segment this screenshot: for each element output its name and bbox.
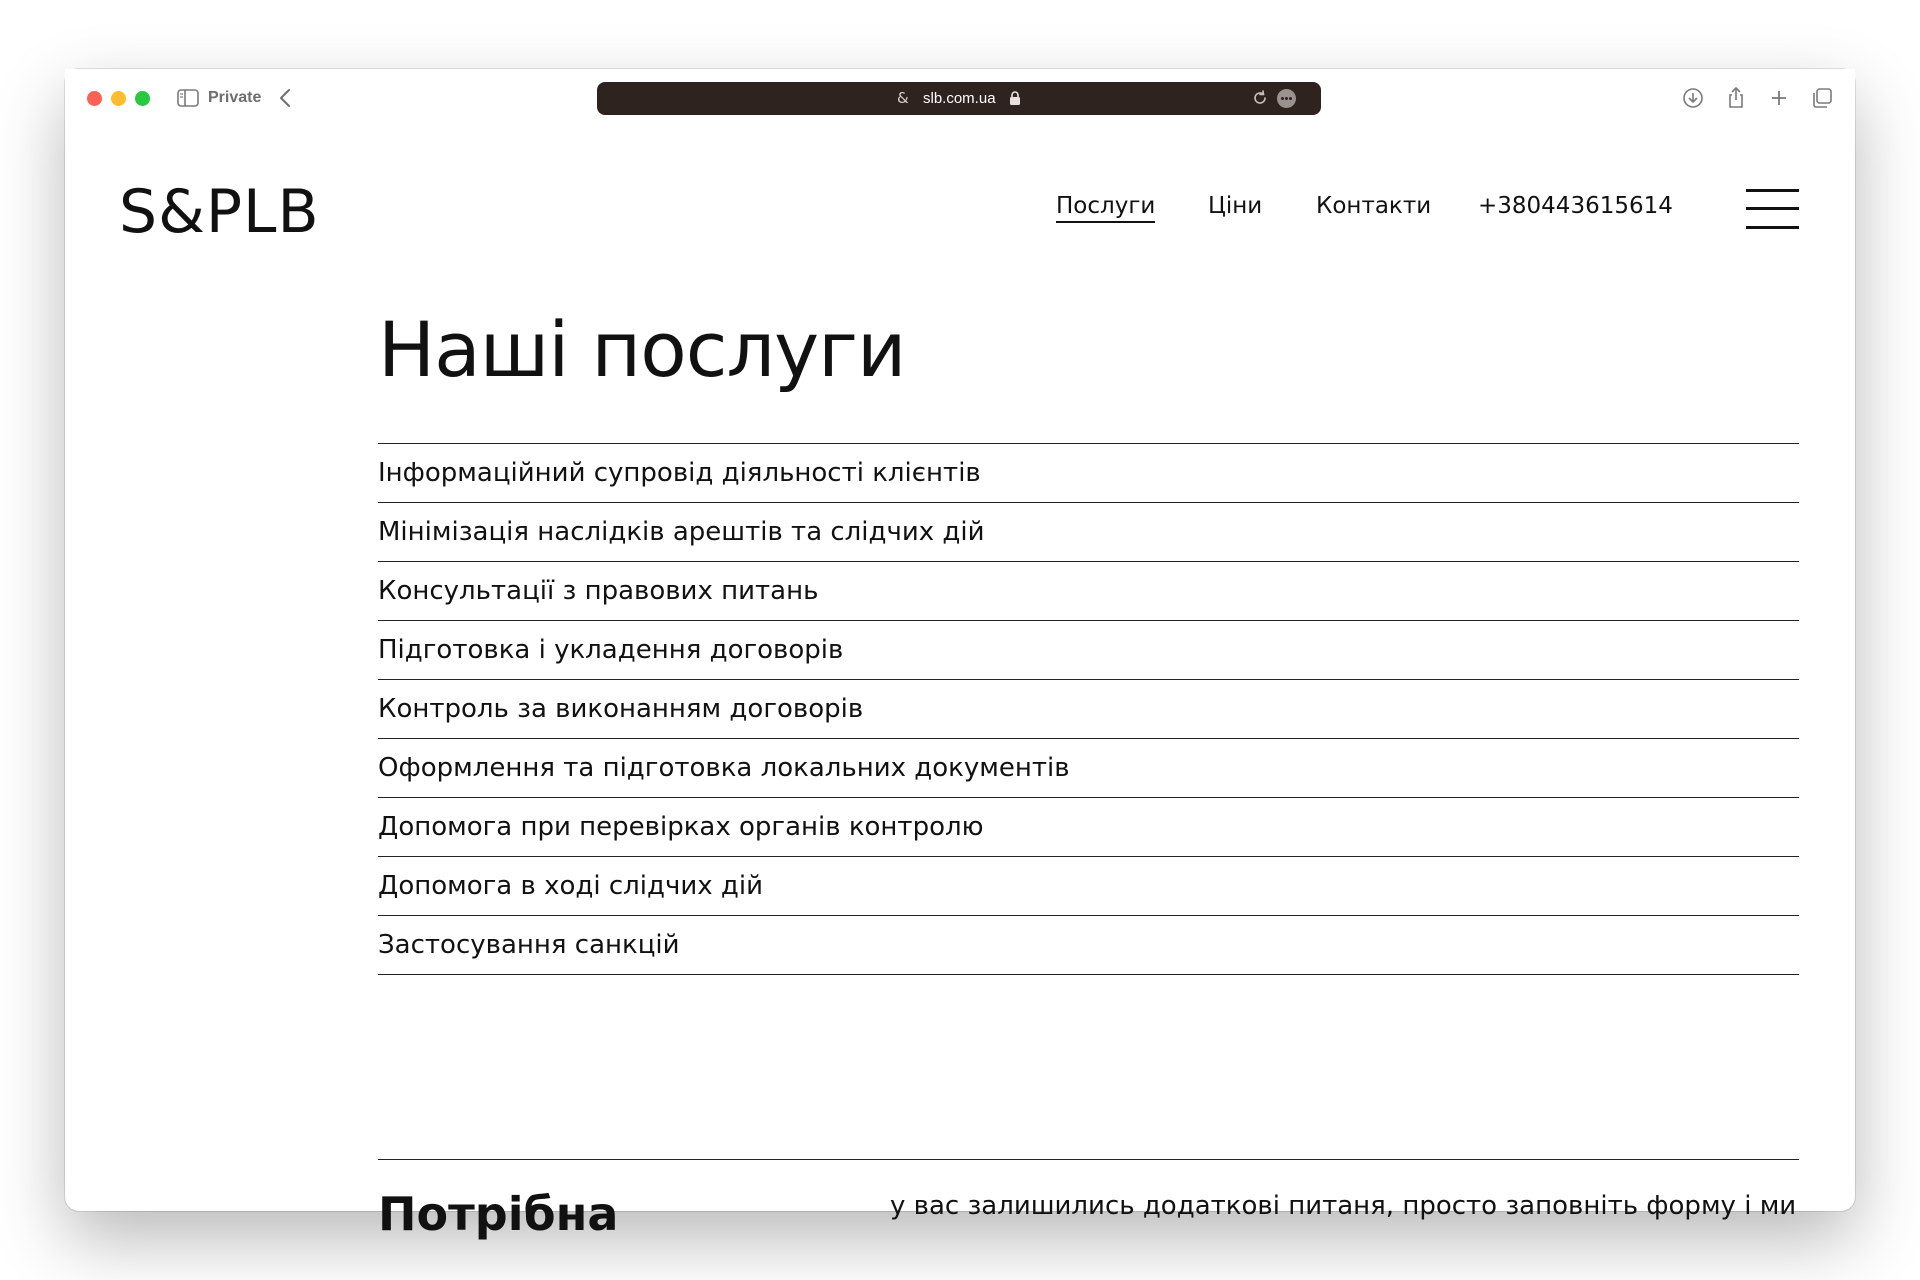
services-list xyxy=(378,443,1799,975)
service-item[interactable]: Контроль за виконанням договорів xyxy=(378,680,1799,739)
service-item[interactable]: Оформлення та підготовка локальних документів xyxy=(378,739,1799,798)
site-favicon: & xyxy=(897,89,909,107)
tabs-overview-icon[interactable] xyxy=(1810,86,1834,110)
hamburger-menu-icon[interactable] xyxy=(1746,189,1799,229)
browser-toolbar xyxy=(65,69,1855,127)
address-bar[interactable] xyxy=(597,82,1321,115)
close-window-button[interactable] xyxy=(87,91,102,106)
service-item[interactable]: Допомога в ході слідчих дій xyxy=(378,857,1799,916)
browser-window xyxy=(65,69,1855,1241)
service-item[interactable]: Консультації з правових питань xyxy=(378,562,1799,621)
reload-icon[interactable] xyxy=(1251,89,1269,107)
section-divider xyxy=(378,1159,1799,1160)
service-item[interactable]: Підготовка і укладення договорів xyxy=(378,621,1799,680)
nav-phone[interactable]: +380443615614 xyxy=(1478,193,1673,219)
share-icon[interactable] xyxy=(1724,86,1748,110)
lock-icon xyxy=(1009,91,1021,106)
site-logo[interactable]: S&PLB xyxy=(119,177,320,247)
zoom-window-button[interactable] xyxy=(135,91,150,106)
minimize-window-button[interactable] xyxy=(111,91,126,106)
service-item[interactable]: Мінімізація наслідків арештів та слідчих дій xyxy=(378,503,1799,562)
more-icon[interactable] xyxy=(1277,89,1296,108)
url-text[interactable]: slb.com.ua xyxy=(923,90,996,107)
download-icon[interactable] xyxy=(1681,86,1705,110)
back-icon[interactable] xyxy=(277,87,295,109)
cta-text: у вас залишились додаткові питаня, просто заповніть форму і ми xyxy=(890,1191,1797,1221)
page-title: Наші послуги xyxy=(378,305,906,394)
sidebar-icon[interactable] xyxy=(177,88,199,108)
service-item[interactable]: Інформаційний супровід діяльності клієнтів xyxy=(378,444,1799,503)
nav-prices[interactable]: Ціни xyxy=(1208,193,1263,219)
new-tab-icon[interactable] xyxy=(1767,86,1791,110)
cta-title: Потрібна xyxy=(378,1187,619,1241)
service-item[interactable]: Допомога при перевірках органів контролю xyxy=(378,798,1799,857)
private-label: Private xyxy=(208,89,262,106)
nav-contacts[interactable]: Контакти xyxy=(1316,193,1432,219)
service-item[interactable]: Застосування санкцій xyxy=(378,916,1799,975)
nav-services[interactable]: Послуги xyxy=(1056,193,1155,223)
